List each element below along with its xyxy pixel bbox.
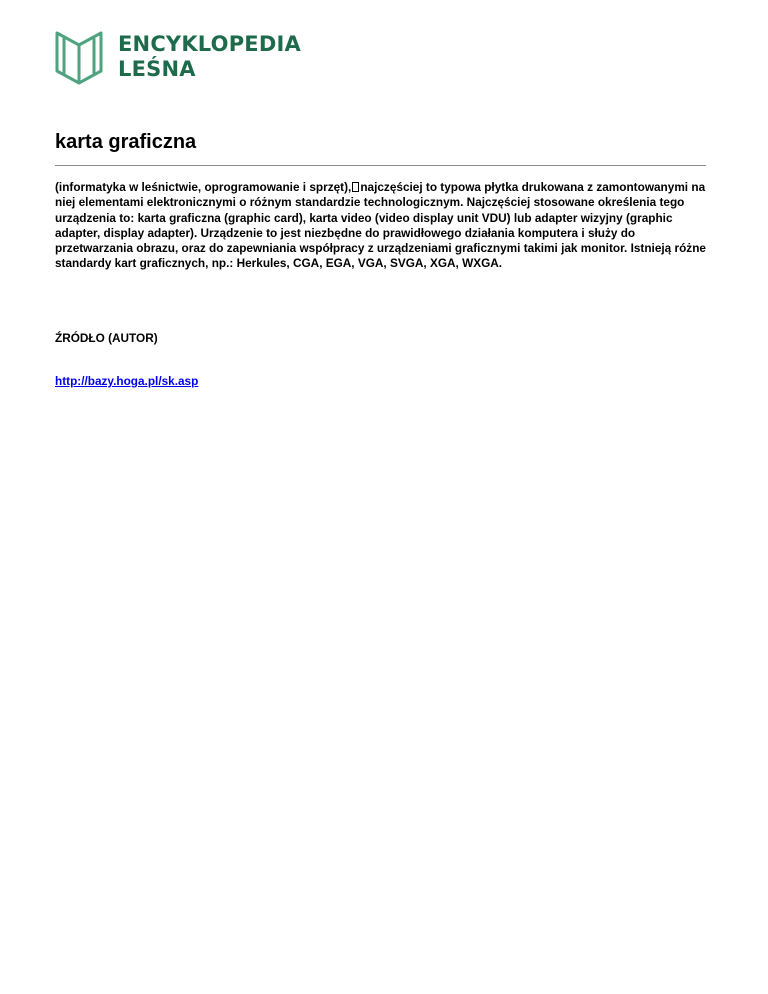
article-title: karta graficzna	[55, 131, 197, 153]
site-logo	[54, 31, 301, 85]
logo-wordmark	[118, 32, 301, 82]
source-link[interactable]: http://bazy.hoga.pl/sk.asp	[55, 374, 199, 388]
logo-line-2: LEŚNA	[118, 57, 196, 81]
logo-line-1: ENCYKLOPEDIA	[118, 32, 301, 56]
article-body	[55, 180, 706, 272]
missing-glyph-icon	[352, 182, 359, 192]
open-book-icon	[54, 31, 104, 85]
source-label: ŹRÓDŁO (AUTOR)	[55, 331, 158, 345]
title-divider	[55, 165, 706, 166]
article-body-category: (informatyka w leśnictwie, oprogramowanie i sprzęt),	[55, 180, 352, 194]
article-body-definition: najczęściej to typowa płytka drukowana z zamontowanymi na niej elementami elektronicznymi o różnym standardzie technologicznym. Najczęściej stosowane określenia tego urządzenia to: karta graficzna (graphic card), karta video (video display unit VDU) lub adapter wizyjny (graphic adapter, display adapter). Urządzenie to jest niezbędne do prawidłowego działania komputera i służy do przetwarzania obrazu, oraz do zapewniania współpracy z urządzeniami graficznymi takimi jak monitor. Istnieją różne standardy kart graficznych, np.: Herkules, CGA, EGA, VGA, SVGA, XGA, WXGA.	[55, 180, 706, 271]
